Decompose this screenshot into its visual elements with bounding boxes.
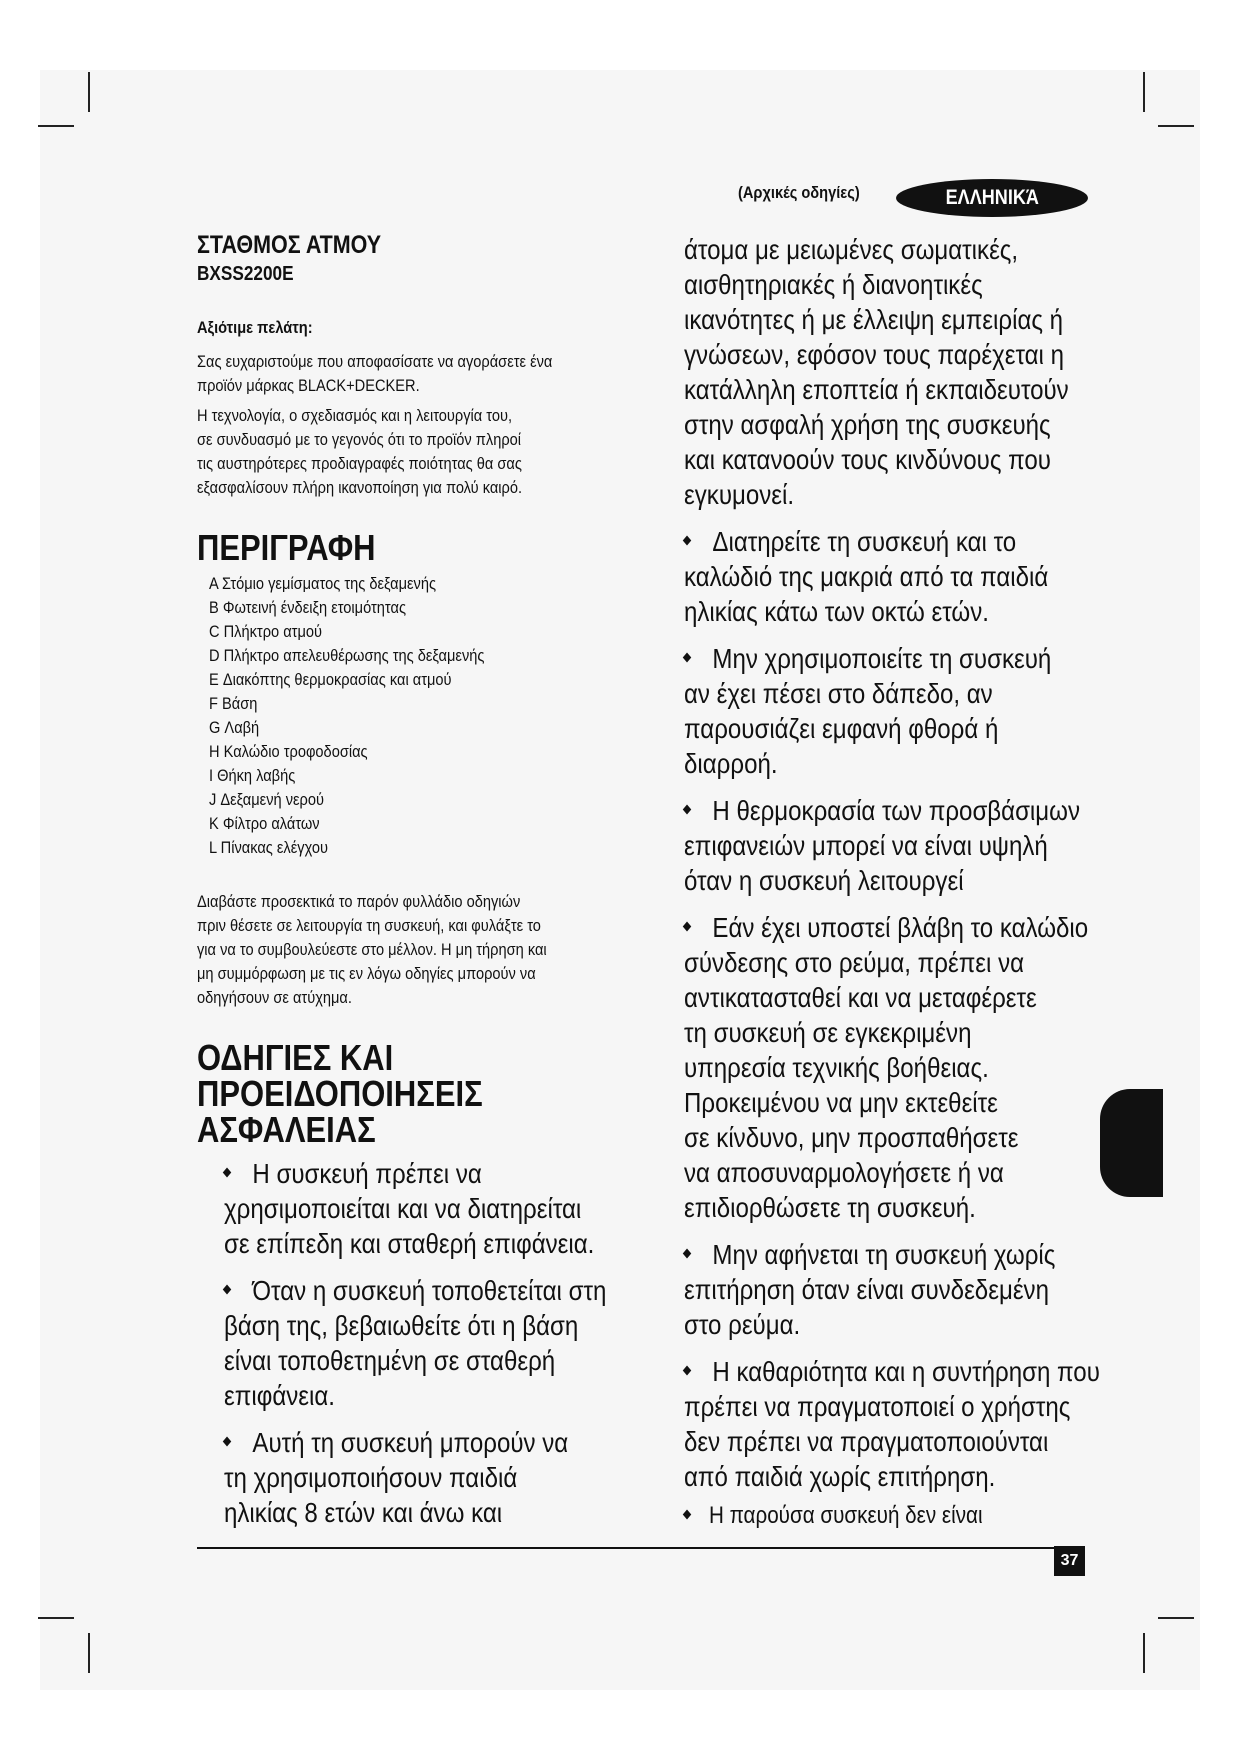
text-line: ικανότητες ή με έλλειψη εμπειρίας ή xyxy=(684,304,1064,335)
product-title: ΣΤΑΘΜΟΣ ΑΤΜΟΥ xyxy=(197,231,382,259)
bullet-item xyxy=(224,1156,657,1261)
description-heading: ΠΕΡΙΓΡΑΦΗ xyxy=(197,527,376,568)
text-line: τις αυστηρότερες προδιαγραφές ποιότητας θα σας xyxy=(197,454,522,473)
text-line: πρέπει να πραγματοποιεί ο χρήστης xyxy=(684,1391,1071,1422)
intro-paragraph xyxy=(197,350,657,500)
safety-heading xyxy=(197,1037,657,1150)
text-line: στην ασφαλή χρήση της συσκευής xyxy=(684,409,1051,440)
bullet-icon xyxy=(683,1249,692,1259)
text-line: μη συμμόρφωση με τις εν λόγω οδηγίες μπορούν να xyxy=(197,964,536,983)
bullet-item xyxy=(684,793,1154,898)
bullet-item xyxy=(684,1237,1154,1342)
original-instructions-note: (Αρχικές οδηγίες) xyxy=(738,183,860,202)
text-line: και κατανοούν τους κινδύνους που xyxy=(684,444,1051,475)
bullet-icon xyxy=(683,922,692,932)
text-line: να αποσυναρμολογήσετε ή να xyxy=(684,1157,1004,1188)
parts-list xyxy=(197,572,657,860)
crop-mark xyxy=(1143,72,1145,112)
bullet-icon xyxy=(683,1510,692,1520)
bullet-icon xyxy=(223,1285,232,1295)
text-line: Η τεχνολογία, ο σχεδιασμός και η λειτουργία του, xyxy=(197,406,513,425)
text-line: στο ρεύμα. xyxy=(684,1309,801,1340)
text-line: Εάν έχει υποστεί βλάβη το καλώδιο xyxy=(684,910,1088,945)
text-line: παρουσιάζει εμφανή φθορά ή xyxy=(684,713,999,744)
list-item: K Φίλτρο αλάτων xyxy=(209,814,320,833)
bullet-item xyxy=(224,1273,657,1413)
text-line: αν έχει πέσει στο δάπεδο, αν xyxy=(684,678,993,709)
text-line: οδηγήσουν σε ατύχημα. xyxy=(197,988,352,1007)
list-item: D Πλήκτρο απελευθέρωσης της δεξαμενής xyxy=(209,646,485,665)
text-line: Αυτή τη συσκευή μπορούν να xyxy=(224,1425,596,1460)
crop-mark xyxy=(1158,1617,1194,1619)
text-line: είναι τοποθετημένη σε σταθερή xyxy=(224,1345,556,1376)
list-item: A Στόμιο γεμίσματος της δεξαμενής xyxy=(209,574,437,593)
text-line: σύνδεσης στο ρεύμα, πρέπει να xyxy=(684,947,1025,978)
text-line: ηλικίας 8 ετών και άνω και xyxy=(224,1497,503,1528)
text-line: βάση της, βεβαιωθείτε ότι η βάση xyxy=(224,1310,579,1341)
heading-line: ΠΡΟΕΙΔΟΠΟΙΗΣΕΙΣ xyxy=(197,1073,483,1114)
text-line: Διατηρείτε τη συσκευή και το xyxy=(684,524,1088,559)
list-item: H Καλώδιο τροφοδοσίας xyxy=(209,742,368,761)
text-line: τη χρησιμοποιήσουν παιδιά xyxy=(224,1462,518,1493)
list-item: J Δεξαμενή νερού xyxy=(209,790,324,809)
left-column xyxy=(197,230,657,1542)
list-item: C Πλήκτρο ατμού xyxy=(209,622,322,641)
list-item: B Φωτεινή ένδειξη ετοιμότητας xyxy=(209,598,406,617)
text-line: επιδιορθώσετε τη συσκευή. xyxy=(684,1192,976,1223)
bullet-icon xyxy=(683,653,692,663)
text-line: από παιδιά χωρίς επιτήρηση. xyxy=(684,1461,996,1492)
continued-bullet-text xyxy=(684,232,1154,512)
model-number: BXSS2200E xyxy=(197,263,294,285)
bullet-icon xyxy=(223,1437,232,1447)
text-line: εγκυμονεί. xyxy=(684,479,795,510)
crop-mark xyxy=(88,72,90,112)
heading-line: ΑΣΦΑΛΕΙΑΣ xyxy=(197,1109,376,1150)
list-item: F Βάση xyxy=(209,694,258,713)
text-line: Προκειμένου να μην εκτεθείτε xyxy=(684,1087,998,1118)
bullet-icon xyxy=(683,1366,692,1376)
crop-mark xyxy=(38,125,74,127)
crop-mark xyxy=(38,1617,74,1619)
text-line: επιτήρηση όταν είναι συνδεδεμένη xyxy=(684,1274,1049,1305)
text-line: επιφάνεια. xyxy=(224,1380,335,1411)
bullet-item xyxy=(684,524,1154,629)
bullet-icon xyxy=(223,1168,232,1178)
bullet-icon xyxy=(683,536,692,546)
text-line: σε συνδυασμό με το γεγονός ότι το προϊόν πληροί xyxy=(197,430,522,449)
greeting: Αξιότιμε πελάτη: xyxy=(197,318,313,337)
text-line: πριν θέσετε σε λειτουργία τη συσκευή, και φυλάξτε το xyxy=(197,916,541,935)
text-line: για να το συμβουλεύεστε στο μέλλον. Η μη τήρηση και xyxy=(197,940,547,959)
text-line: Μην αφήνεται τη συσκευή χωρίς xyxy=(684,1237,1088,1272)
bullet-item xyxy=(684,1354,1154,1494)
text-line: τη συσκευή σε εγκεκριμένη xyxy=(684,1017,972,1048)
text-line: Όταν η συσκευή τοποθετείται στη xyxy=(224,1273,596,1308)
text-line: Η συσκευή πρέπει να xyxy=(224,1156,596,1191)
text-line: Η θερμοκρασία των προσβάσιμων xyxy=(684,793,1088,828)
text-line: δεν πρέπει να πραγματοποιούνται xyxy=(684,1426,1049,1457)
text-line: επιφανειών μπορεί να είναι υψηλή xyxy=(684,830,1048,861)
crop-mark xyxy=(1158,125,1194,127)
text-line: εξασφαλίσουν πλήρη ικανοποίηση για πολύ καιρό. xyxy=(197,478,523,497)
text-line: αισθητηριακές ή διανοητικές xyxy=(684,269,983,300)
bullet-item xyxy=(224,1425,657,1530)
language-label: ΕΛΛΗΝΙΚΆ xyxy=(945,186,1039,209)
text-line: κατάλληλη εποπτεία ή εκπαιδευτούν xyxy=(684,374,1069,405)
text-line: Η παρούσα συσκευή δεν είναι xyxy=(684,1500,1088,1532)
crop-mark xyxy=(88,1633,90,1673)
text-line: Σας ευχαριστούμε που αποφασίσατε να αγοράσετε ένα xyxy=(197,352,553,371)
text-line: γνώσεων, εφόσον τους παρέχεται η xyxy=(684,339,1064,370)
text-line: ηλικίας κάτω των οκτώ ετών. xyxy=(684,596,989,627)
text-line: αντικατασταθεί και να μεταφέρετε xyxy=(684,982,1037,1013)
list-item: L Πίνακας ελέγχου xyxy=(209,838,328,857)
left-bullet-list xyxy=(197,1156,657,1530)
text-line: σε επίπεδη και σταθερή επιφάνεια. xyxy=(224,1228,595,1259)
list-item: E Διακόπτης θερμοκρασίας και ατμού xyxy=(209,670,452,689)
text-line: καλώδιό της μακριά από τα παιδιά xyxy=(684,561,1049,592)
right-column xyxy=(684,232,1154,1544)
footer-rule xyxy=(197,1547,1085,1549)
bullet-icon xyxy=(683,805,692,815)
bullet-item xyxy=(684,910,1154,1225)
text-line: Μην χρησιμοποιείτε τη συσκευή xyxy=(684,641,1088,676)
text-line: διαρροή. xyxy=(684,748,778,779)
list-item: I Θήκη λαβής xyxy=(209,766,296,785)
read-instructions-paragraph xyxy=(197,890,657,1010)
heading-line: ΟΔΗΓΙΕΣ ΚΑΙ xyxy=(197,1037,394,1078)
text-line: όταν η συσκευή λειτουργεί xyxy=(684,865,964,896)
text-line: υπηρεσία τεχνικής βοήθειας. xyxy=(684,1052,989,1083)
text-line: σε κίνδυνο, μην προσπαθήσετε xyxy=(684,1122,1019,1153)
section-tab xyxy=(1100,1089,1163,1197)
text-line: Η καθαριότητα και η συντήρηση που xyxy=(684,1354,1088,1389)
list-item: G Λαβή xyxy=(209,718,260,737)
bullet-item xyxy=(684,1500,1154,1532)
language-badge xyxy=(896,179,1088,217)
crop-mark xyxy=(1143,1633,1145,1673)
text-line: χρησιμοποιείται και να διατηρείται xyxy=(224,1193,582,1224)
text-line: άτομα με μειωμένες σωματικές, xyxy=(684,234,1019,265)
text-line: Διαβάστε προσεκτικά το παρόν φυλλάδιο οδηγιών xyxy=(197,892,521,911)
text-line: προϊόν μάρκας BLACK+DECKER. xyxy=(197,376,420,395)
bullet-item xyxy=(684,641,1154,781)
page-number: 37 xyxy=(1054,1546,1085,1576)
